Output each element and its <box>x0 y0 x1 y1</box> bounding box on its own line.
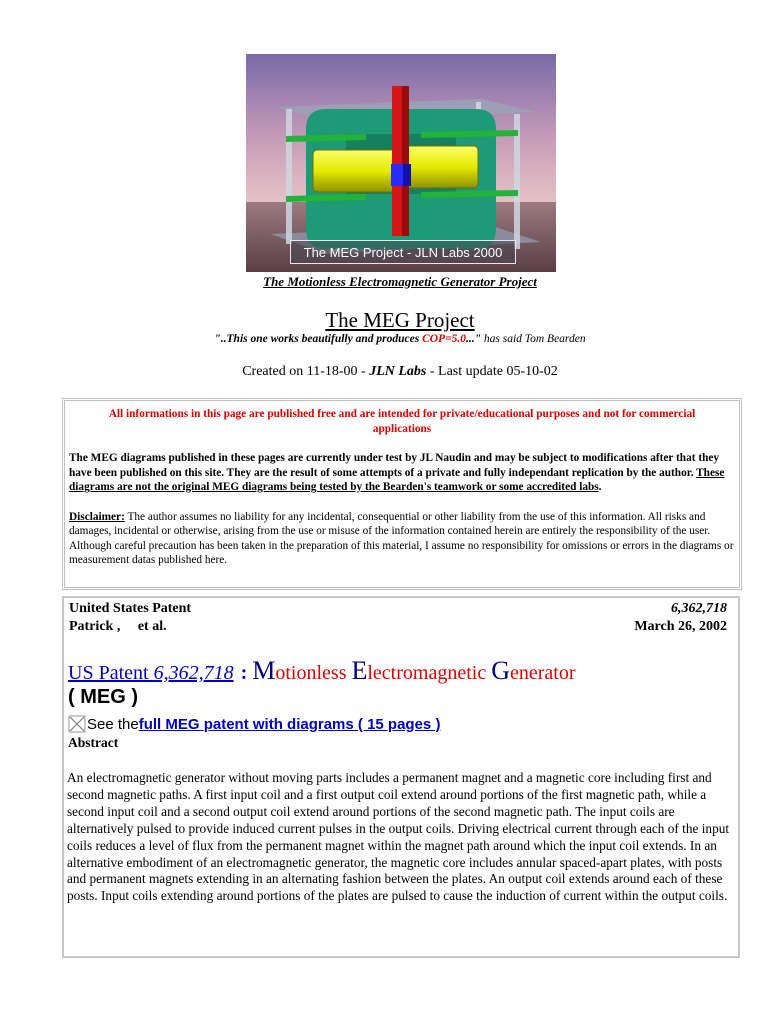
full-patent-link[interactable]: full MEG patent with diagrams ( 15 pages ) <box>138 715 441 733</box>
bearden-quote <box>0 333 768 345</box>
created-suffix: - Last update 05-10-02 <box>426 364 558 379</box>
banner-caption: The MEG Project - JLN Labs 2000 <box>290 240 516 264</box>
title-rest-m: otionless <box>275 662 352 684</box>
disclaimer-label: Disclaimer: <box>69 510 125 523</box>
see-full-patent-line <box>68 715 440 733</box>
patent-header-row <box>69 601 727 617</box>
notice-bold-text: The MEG diagrams published in these pages are currently under test by JL Naudin and may be subject to modifications after that they have been published on this site. They are the result of some attempts of a private and fully independant replication by the author. <box>69 452 720 479</box>
project-subtitle: The Motionless Electromagnetic Generator Project <box>263 274 537 289</box>
us-patent-link[interactable] <box>68 662 234 684</box>
title-letter-m: M <box>252 656 276 685</box>
see-prefix: See the <box>87 715 139 733</box>
us-patent-link-prefix: US Patent <box>68 662 154 684</box>
notice-bold-end: . <box>598 481 602 493</box>
patent-number: 6,362,718 <box>671 601 727 616</box>
patent-inventor: Patrick , et al. <box>69 619 167 634</box>
abstract-text: An electromagnetic generator without moving parts includes a permanent magnet and a magnetic core including first and second magnetic paths. A first input coil and a first output coil extend around portions of the first magnetic path, while a second input coil and a second output coil extend around portions of the second magnetic path. The input coils are alternatively pulsed to provide induced current pulses in the output coils. Driving electrical current through each of the input coils reduces a level of flux from the permanent magnet within the magnet path around which the input coil extends. In an alternative embodiment of an electromagnetic generator, the magnetic core includes annular spaced-apart plates, with posts and permanent magnets extending in an alternating fashion between the plates. An output coil extends around each of these posts. Input coils extending around portions of the plates are pulsed to cause the induction of current within the output coils. <box>67 770 730 904</box>
patent-inventor-row <box>69 619 727 635</box>
notice-bold-underlined: These diagrams are not the original MEG diagrams being tested by the Bearden's teamwork or some accredited labs <box>69 466 725 493</box>
patent-title <box>68 656 576 686</box>
patent-office: United States Patent <box>69 601 192 616</box>
notice-box <box>62 398 742 590</box>
notice-diagrams-text <box>69 451 735 495</box>
created-prefix: Created on 11-18-00 - <box>242 364 370 379</box>
title-rest-e: lectromagnetic <box>367 662 492 684</box>
notice-free-info: All informations in this page are published free and are intended for private/educational purposes and not for commercial applications <box>108 408 696 435</box>
title-colon: : <box>235 662 248 684</box>
created-line <box>0 364 768 380</box>
quote-cop: COP=5.0 <box>422 333 466 345</box>
abstract-heading: Abstract <box>68 735 119 750</box>
disclaimer <box>69 510 735 568</box>
page-title: The MEG Project <box>325 308 475 332</box>
us-patent-link-number: 6,362,718 <box>153 662 234 684</box>
quote-text-before: "..This one works beautifully and produces <box>214 333 423 345</box>
title-rest-g: enerator <box>509 662 576 684</box>
quote-text-after: ..." <box>466 333 482 345</box>
patent-date: March 26, 2002 <box>634 619 727 634</box>
lab-name: JLN Labs <box>369 364 427 379</box>
title-letter-e: E <box>351 656 368 685</box>
meg-abbreviation: ( MEG ) <box>68 686 138 708</box>
quote-attribution: has said Tom Bearden <box>481 333 586 345</box>
patent-box <box>62 596 740 958</box>
disclaimer-text: The author assumes no liability for any incidental, consequential or other liability from the use of this information. All risks and damages, incidental or otherwise, arising from the use or misuse of the information contained herein are entirely the responsibility of the user. Although careful precaution has been taken in the preparation of this material, I assume no responsibility for omissions or errors in the diagrams or measurement datas published here. <box>69 510 734 566</box>
broken-image-icon <box>68 715 86 733</box>
title-letter-g: G <box>491 656 510 685</box>
